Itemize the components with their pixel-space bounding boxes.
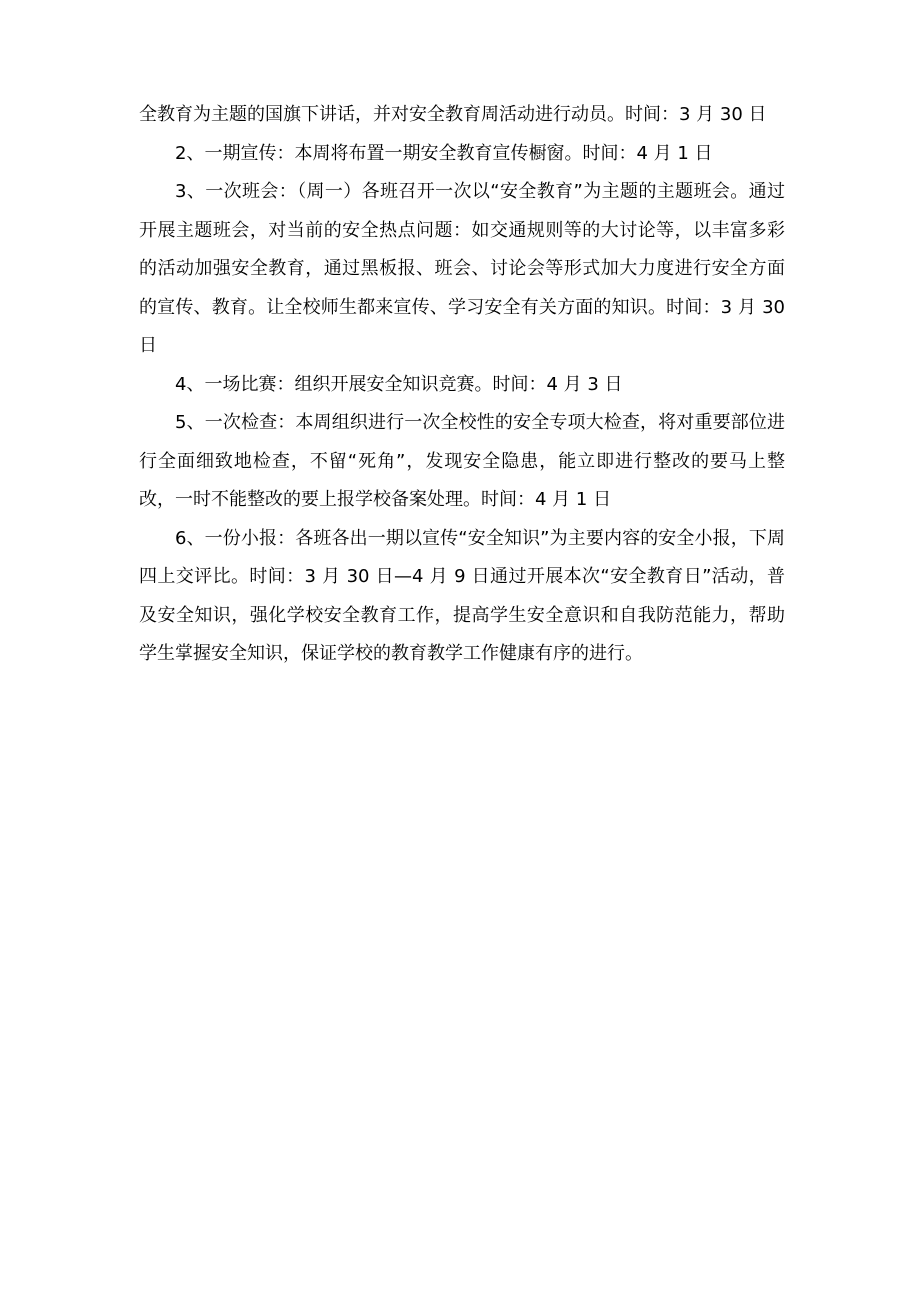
paragraph-item-2-publicity: 2、一期宣传：本周将布置一期安全教育宣传橱窗。时间：4 月 1 日	[175, 142, 713, 164]
paragraph-continuation: 全教育为主题的国旗下讲话，并对安全教育周活动进行动员。时间：3 月 30 日	[139, 104, 767, 125]
paragraph-item-5-inspection: 5、一次检查：本周组织进行一次全校性的安全专项大检查，将对重要部位进行全面细致地检查，不留“死角”，发现安全隐患，能立即进行整改的要马上整改，一时不能整改的要上报学校备案处理。时间：4 月 1 日	[139, 412, 785, 510]
paragraph-item-3-class-meeting: 3、一次班会：（周一）各班召开一次以“安全教育”为主题的主题班会。通过开展主题班会，对当前的安全热点问题：如交通规则等的大讨论等，以丰富多彩的活动加强安全教育，通过黑板报、班会、讨论会等形式加大力度进行安全方面的宣传、教育。让全校师生都来宣传、学习安全有关方面的知识。时间：3 月 30 日	[139, 181, 785, 356]
paragraph-item-6-newsletter: 6、一份小报：各班各出一期以宣传“安全知识”为主要内容的安全小报，下周四上交评比。时间：3 月 30 日—4 月 9 日通过开展本次“安全教育日”活动，普及安全知识，强化学校安全教育工作，提高学生安全意识和自我防范能力，帮助学生掌握安全知识，保证学校的教育教学工作健康有序的进行。	[139, 527, 785, 664]
paragraph-item-4-competition: 4、一场比赛：组织开展安全知识竞赛。时间：4 月 3 日	[175, 373, 623, 395]
document-body	[139, 96, 785, 674]
